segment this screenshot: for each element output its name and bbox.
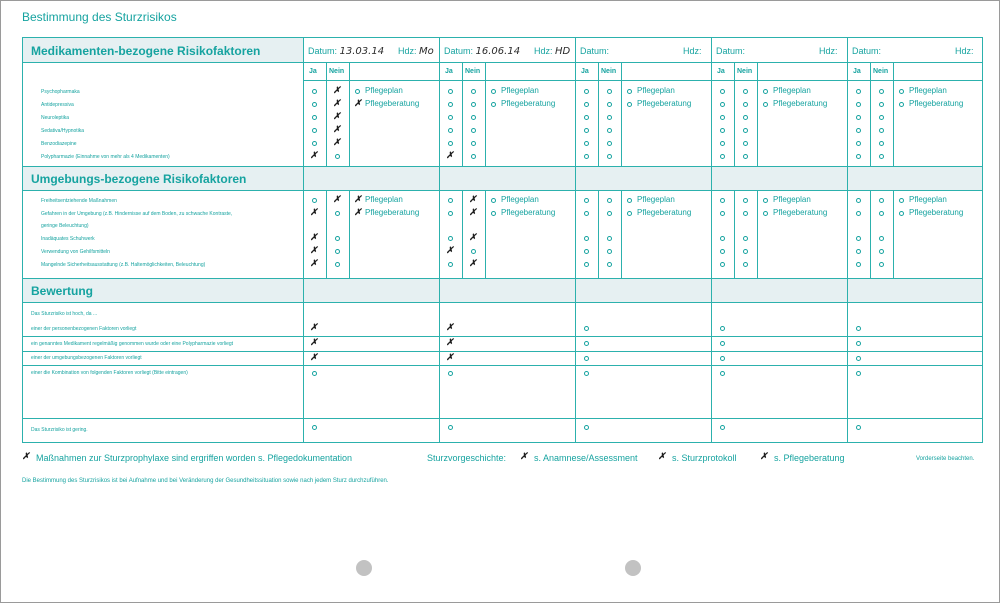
grid-line	[326, 190, 327, 278]
nein-radio[interactable]	[335, 262, 340, 267]
ja-radio[interactable]	[312, 89, 317, 94]
nein-radio[interactable]	[607, 249, 612, 254]
ja-check-mark[interactable]: ✗	[310, 258, 318, 268]
legend-anamnese: s. Anamnese/Assessment	[534, 453, 638, 463]
footnote: Die Bestimmung des Sturzrisikos ist bei Aufnahme und bei Veränderung der Gesundheitssituation sowie nach jedem Sturz durchzuführen.	[22, 478, 389, 484]
ja-radio[interactable]	[584, 141, 589, 146]
ja-radio[interactable]	[584, 211, 589, 216]
pflegeplan-radio[interactable]	[627, 89, 632, 94]
nein-header: Nein	[465, 68, 481, 75]
bewertung-intro: Das Sturzrisiko ist hoch, da ...	[31, 311, 98, 317]
pflegeplan-option: Pflegeplan	[909, 86, 947, 95]
ja-radio[interactable]	[312, 198, 317, 203]
nein-radio[interactable]	[879, 236, 884, 241]
ja-check-mark[interactable]: ✗	[310, 150, 318, 160]
grid-line	[326, 62, 327, 166]
nein-radio[interactable]	[607, 154, 612, 159]
pflegeberatung-option: Pflegeberatung	[909, 99, 964, 108]
risk-factor-label: Polypharmazie (Einnahme von mehr als 4 Medikamenten)	[41, 154, 170, 160]
nein-radio[interactable]	[335, 211, 340, 216]
ja-radio[interactable]	[584, 198, 589, 203]
nein-check-mark[interactable]: ✗	[333, 124, 341, 134]
nein-radio[interactable]	[743, 236, 748, 241]
nein-radio[interactable]	[879, 211, 884, 216]
legend-check-mark: ✗	[520, 451, 528, 461]
ja-header: Ja	[853, 68, 861, 75]
legend-beratung: s. Pflegeberatung	[774, 453, 845, 463]
bewertung-check-mark[interactable]: ✗	[446, 337, 454, 347]
grid-line	[23, 62, 303, 63]
grid-line	[893, 62, 894, 166]
section-title-umgebung: Umgebungs-bezogene Risikofaktoren	[31, 172, 247, 186]
grid-line	[23, 365, 982, 366]
nein-radio[interactable]	[879, 141, 884, 146]
bewertung-radio[interactable]	[312, 371, 317, 376]
pflegeberatung-radio[interactable]	[491, 102, 496, 107]
ja-radio[interactable]	[856, 211, 861, 216]
grid-line	[485, 190, 486, 278]
bewertung-radio[interactable]	[856, 371, 861, 376]
nein-radio[interactable]	[335, 236, 340, 241]
punch-hole	[625, 560, 641, 576]
ja-radio[interactable]	[856, 89, 861, 94]
nein-radio[interactable]	[471, 89, 476, 94]
hdz-label: Hdz: HD	[534, 46, 571, 57]
pflegeberatung-option: Pflegeberatung	[365, 208, 420, 217]
risk-factor-label: Freiheitsentziehende Maßnahmen	[41, 198, 117, 204]
ja-check-mark[interactable]: ✗	[310, 232, 318, 242]
pflegeplan-option: Pflegeplan	[501, 195, 539, 204]
grid-line	[349, 62, 350, 166]
pflegeberatung-check-mark[interactable]: ✗	[354, 98, 362, 108]
legend-protokoll: s. Sturzprotokoll	[672, 453, 737, 463]
nein-radio[interactable]	[879, 89, 884, 94]
bewertung-check-mark[interactable]: ✗	[310, 322, 318, 332]
nein-radio[interactable]	[607, 115, 612, 120]
ja-radio[interactable]	[584, 236, 589, 241]
grid-line	[303, 38, 304, 442]
ja-radio[interactable]	[856, 198, 861, 203]
nein-radio[interactable]	[743, 262, 748, 267]
grid-line	[870, 190, 871, 278]
pflegeplan-option: Pflegeplan	[773, 195, 811, 204]
ja-radio[interactable]	[720, 128, 725, 133]
ja-radio[interactable]	[856, 128, 861, 133]
nein-radio[interactable]	[879, 154, 884, 159]
grid-line	[734, 62, 735, 166]
grid-line	[349, 190, 350, 278]
grid-line	[485, 62, 486, 166]
bewertung-gering: Das Sturzrisiko ist gering.	[31, 427, 88, 433]
grid-line	[757, 190, 758, 278]
ja-radio[interactable]	[448, 128, 453, 133]
pflegeplan-radio[interactable]	[491, 89, 496, 94]
nein-header: Nein	[329, 68, 345, 75]
bewertung-radio[interactable]	[312, 425, 317, 430]
bewertung-radio[interactable]	[856, 425, 861, 430]
bewertung-radio[interactable]	[584, 341, 589, 346]
ja-radio[interactable]	[584, 154, 589, 159]
hdz-value[interactable]: Mo	[419, 46, 434, 57]
grid-line	[893, 190, 894, 278]
risk-factor-label: geringe Beleuchtung)	[41, 223, 89, 229]
grid-line	[598, 62, 599, 166]
punch-hole	[356, 560, 372, 576]
ja-radio[interactable]	[584, 262, 589, 267]
pflegeplan-radio[interactable]	[763, 198, 768, 203]
grid-line	[23, 418, 982, 419]
nein-radio[interactable]	[471, 102, 476, 107]
bewertung-radio[interactable]	[720, 356, 725, 361]
nein-radio[interactable]	[607, 89, 612, 94]
datum-label[interactable]: Datum:	[580, 46, 610, 56]
pflegeberatung-option: Pflegeberatung	[773, 99, 828, 108]
bewertung-radio[interactable]	[856, 326, 861, 331]
ja-check-mark[interactable]: ✗	[446, 245, 454, 255]
datum-label: Datum: 16.06.14	[444, 46, 521, 57]
bewertung-radio[interactable]	[448, 371, 453, 376]
pflegeberatung-option: Pflegeberatung	[637, 208, 692, 217]
pflegeplan-option: Pflegeplan	[365, 195, 403, 204]
hdz-label: Hdz: Mo	[398, 46, 434, 57]
nein-header: Nein	[737, 68, 753, 75]
bewertung-check-mark[interactable]: ✗	[446, 322, 454, 332]
legend-massnahmen: Maßnahmen zur Sturzprophylaxe sind ergriffen worden s. Pflegedokumentation	[36, 453, 353, 463]
nein-radio[interactable]	[607, 102, 612, 107]
grid-line	[23, 302, 982, 303]
ja-radio[interactable]	[720, 141, 725, 146]
form-title: Bestimmung des Sturzrisikos	[22, 10, 177, 24]
grid-line	[23, 190, 982, 191]
ja-radio[interactable]	[856, 249, 861, 254]
ja-radio[interactable]	[448, 262, 453, 267]
ja-radio[interactable]	[720, 198, 725, 203]
nein-radio[interactable]	[743, 154, 748, 159]
pflegeberatung-radio[interactable]	[899, 211, 904, 216]
risk-factor-label: Verwendung von Gehilfsmitteln	[41, 249, 110, 255]
pflegeplan-radio[interactable]	[899, 198, 904, 203]
bewertung-radio[interactable]	[584, 425, 589, 430]
grid-line	[847, 38, 848, 442]
nein-radio[interactable]	[879, 249, 884, 254]
grid-line	[303, 80, 982, 81]
grid-line	[462, 190, 463, 278]
pflegeberatung-radio[interactable]	[899, 102, 904, 107]
pflegeberatung-option: Pflegeberatung	[909, 208, 964, 217]
bewertung-item: einer der umgebungsbezogenen Faktoren vorliegt	[31, 355, 142, 361]
grid-line	[23, 166, 982, 167]
pflegeplan-option: Pflegeplan	[501, 86, 539, 95]
ja-check-mark[interactable]: ✗	[310, 245, 318, 255]
nein-check-mark[interactable]: ✗	[333, 111, 341, 121]
ja-radio[interactable]	[720, 89, 725, 94]
ja-check-mark[interactable]: ✗	[446, 150, 454, 160]
ja-radio[interactable]	[856, 141, 861, 146]
nein-check-mark[interactable]: ✗	[333, 137, 341, 147]
datum-label: Datum: 13.03.14	[308, 46, 385, 57]
bewertung-radio[interactable]	[720, 371, 725, 376]
grid-line	[621, 190, 622, 278]
nein-radio[interactable]	[335, 249, 340, 254]
nein-radio[interactable]	[743, 211, 748, 216]
nein-check-mark[interactable]: ✗	[469, 194, 477, 204]
grid-line	[598, 190, 599, 278]
bewertung-radio[interactable]	[856, 356, 861, 361]
nein-check-mark[interactable]: ✗	[333, 194, 341, 204]
nein-radio[interactable]	[471, 154, 476, 159]
ja-radio[interactable]	[312, 141, 317, 146]
grid-line	[23, 351, 982, 352]
nein-radio[interactable]	[471, 249, 476, 254]
ja-radio[interactable]	[584, 128, 589, 133]
ja-radio[interactable]	[448, 141, 453, 146]
nein-radio[interactable]	[879, 128, 884, 133]
pflegeplan-radio[interactable]	[355, 89, 360, 94]
pflegeberatung-option: Pflegeberatung	[501, 208, 556, 217]
nein-radio[interactable]	[743, 115, 748, 120]
ja-radio[interactable]	[312, 102, 317, 107]
risk-factor-label: Sedativa/Hypnotika	[41, 128, 85, 134]
bewertung-radio[interactable]	[720, 326, 725, 331]
nein-check-mark[interactable]: ✗	[469, 232, 477, 242]
ja-radio[interactable]	[312, 115, 317, 120]
risk-factor-label: Neuroleptika	[41, 115, 70, 121]
grid-line	[23, 336, 982, 337]
pflegeberatung-option: Pflegeberatung	[365, 99, 420, 108]
grid-line	[439, 38, 440, 442]
bewertung-item: einer der personenbezogenen Faktoren vorliegt	[31, 326, 137, 332]
pflegeplan-radio[interactable]	[763, 89, 768, 94]
legend-check-mark: ✗	[760, 451, 768, 461]
ja-radio[interactable]	[720, 249, 725, 254]
grid-line	[23, 278, 982, 279]
nein-radio[interactable]	[335, 154, 340, 159]
ja-radio[interactable]	[720, 102, 725, 107]
risk-factor-label: Mangelnde Sicherheitsausstattung (z.B. Haltemöglichkeiten, Beleuchtung)	[41, 262, 206, 268]
nein-radio[interactable]	[607, 262, 612, 267]
datum-value[interactable]: 16.06.14	[475, 46, 521, 57]
risk-factor-label: Psychopharmaka	[41, 89, 80, 95]
ja-radio[interactable]	[584, 115, 589, 120]
ja-radio[interactable]	[448, 115, 453, 120]
datum-value[interactable]: 13.03.14	[339, 46, 385, 57]
ja-radio[interactable]	[720, 154, 725, 159]
pflegeberatung-radio[interactable]	[627, 102, 632, 107]
grid-line	[462, 62, 463, 166]
bewertung-radio[interactable]	[584, 356, 589, 361]
pflegeberatung-check-mark[interactable]: ✗	[354, 207, 362, 217]
legend-vorgeschichte: Sturzvorgeschichte:	[427, 453, 507, 463]
risk-assessment-table	[22, 37, 983, 443]
legend-check-mark: ✗	[658, 451, 666, 461]
ja-header: Ja	[309, 68, 317, 75]
datum-label[interactable]: Datum:	[716, 46, 746, 56]
pflegeberatung-radio[interactable]	[763, 211, 768, 216]
nein-header: Nein	[873, 68, 889, 75]
bewertung-radio[interactable]	[720, 425, 725, 430]
legend-rueckseite: Vorderseite beachten.	[916, 456, 975, 462]
ja-radio[interactable]	[856, 102, 861, 107]
nein-check-mark[interactable]: ✗	[333, 85, 341, 95]
pflegeplan-option: Pflegeplan	[637, 195, 675, 204]
ja-radio[interactable]	[720, 262, 725, 267]
pflegeplan-check-mark[interactable]: ✗	[354, 194, 362, 204]
pflegeberatung-radio[interactable]	[763, 102, 768, 107]
ja-header: Ja	[581, 68, 589, 75]
ja-radio[interactable]	[856, 154, 861, 159]
nein-radio[interactable]	[607, 211, 612, 216]
pflegeplan-radio[interactable]	[491, 198, 496, 203]
ja-radio[interactable]	[720, 236, 725, 241]
nein-check-mark[interactable]: ✗	[469, 207, 477, 217]
nein-radio[interactable]	[607, 236, 612, 241]
pflegeberatung-option: Pflegeberatung	[637, 99, 692, 108]
grid-line	[303, 62, 982, 63]
bewertung-radio[interactable]	[720, 341, 725, 346]
nein-radio[interactable]	[471, 141, 476, 146]
legend-check-mark: ✗	[22, 451, 30, 461]
ja-radio[interactable]	[584, 102, 589, 107]
nein-radio[interactable]	[879, 115, 884, 120]
ja-radio[interactable]	[448, 198, 453, 203]
pflegeplan-radio[interactable]	[899, 89, 904, 94]
nein-radio[interactable]	[743, 102, 748, 107]
ja-radio[interactable]	[448, 89, 453, 94]
nein-radio[interactable]	[471, 128, 476, 133]
bewertung-radio[interactable]	[448, 425, 453, 430]
pflegeplan-option: Pflegeplan	[773, 86, 811, 95]
bewertung-radio[interactable]	[584, 326, 589, 331]
hdz-value[interactable]: HD	[555, 46, 571, 57]
pflegeberatung-radio[interactable]	[491, 211, 496, 216]
nein-radio[interactable]	[743, 141, 748, 146]
grid-line	[711, 38, 712, 442]
pflegeplan-option: Pflegeplan	[365, 86, 403, 95]
nein-header: Nein	[601, 68, 617, 75]
bewertung-check-mark[interactable]: ✗	[310, 337, 318, 347]
bewertung-check-mark[interactable]: ✗	[310, 352, 318, 362]
grid-line	[734, 190, 735, 278]
nein-radio[interactable]	[471, 115, 476, 120]
grid-line	[870, 62, 871, 166]
risk-factor-label: Benzodiazepine	[41, 141, 77, 147]
nein-radio[interactable]	[879, 198, 884, 203]
bewertung-item: einer die Kombination von folgenden Faktoren vorliegt (Bitte eintragen)	[31, 370, 188, 376]
nein-radio[interactable]	[743, 198, 748, 203]
nein-radio[interactable]	[607, 198, 612, 203]
section-title-bewertung: Bewertung	[31, 284, 94, 298]
ja-radio[interactable]	[720, 211, 725, 216]
pflegeberatung-option: Pflegeberatung	[773, 208, 828, 217]
nein-radio[interactable]	[743, 249, 748, 254]
bewertung-item: ein genanntes Medikament regelmäßig genommen wurde oder eine Polypharmazie vorliegt	[31, 341, 234, 347]
nein-check-mark[interactable]: ✗	[469, 258, 477, 268]
section-title-medikamente: Medikamenten-bezogene Risikofaktoren	[31, 44, 261, 58]
ja-radio[interactable]	[448, 211, 453, 216]
pflegeplan-option: Pflegeplan	[637, 86, 675, 95]
bewertung-radio[interactable]	[856, 341, 861, 346]
bewertung-check-mark[interactable]: ✗	[446, 352, 454, 362]
header-band-bewertung	[23, 278, 982, 302]
pflegeberatung-radio[interactable]	[627, 211, 632, 216]
ja-radio[interactable]	[720, 115, 725, 120]
pflegeberatung-option: Pflegeberatung	[501, 99, 556, 108]
grid-line	[575, 38, 576, 442]
hdz-label[interactable]: Hdz:	[955, 46, 974, 56]
ja-header: Ja	[445, 68, 453, 75]
nein-radio[interactable]	[743, 128, 748, 133]
ja-radio[interactable]	[584, 249, 589, 254]
risk-factor-label: Antidepressiva	[41, 102, 74, 108]
nein-radio[interactable]	[607, 141, 612, 146]
risk-factor-label: Inadäquates Schuhwerk	[41, 236, 95, 242]
nein-check-mark[interactable]: ✗	[333, 98, 341, 108]
ja-header: Ja	[717, 68, 725, 75]
ja-radio[interactable]	[856, 262, 861, 267]
pflegeplan-option: Pflegeplan	[909, 195, 947, 204]
grid-line	[621, 62, 622, 166]
ja-radio[interactable]	[448, 102, 453, 107]
bewertung-radio[interactable]	[584, 371, 589, 376]
grid-line	[757, 62, 758, 166]
nein-radio[interactable]	[607, 128, 612, 133]
ja-radio[interactable]	[856, 115, 861, 120]
nein-radio[interactable]	[743, 89, 748, 94]
hdz-label[interactable]: Hdz:	[683, 46, 702, 56]
ja-radio[interactable]	[448, 236, 453, 241]
nein-radio[interactable]	[879, 102, 884, 107]
nein-radio[interactable]	[879, 262, 884, 267]
ja-radio[interactable]	[584, 89, 589, 94]
ja-radio[interactable]	[312, 128, 317, 133]
ja-radio[interactable]	[856, 236, 861, 241]
hdz-label[interactable]: Hdz:	[819, 46, 838, 56]
ja-check-mark[interactable]: ✗	[310, 207, 318, 217]
risk-factor-label: Gefahren in der Umgebung (z.B. Hindernisse auf dem Boden, zu schwache Kontraste,	[41, 211, 233, 217]
datum-label[interactable]: Datum:	[852, 46, 882, 56]
pflegeplan-radio[interactable]	[627, 198, 632, 203]
